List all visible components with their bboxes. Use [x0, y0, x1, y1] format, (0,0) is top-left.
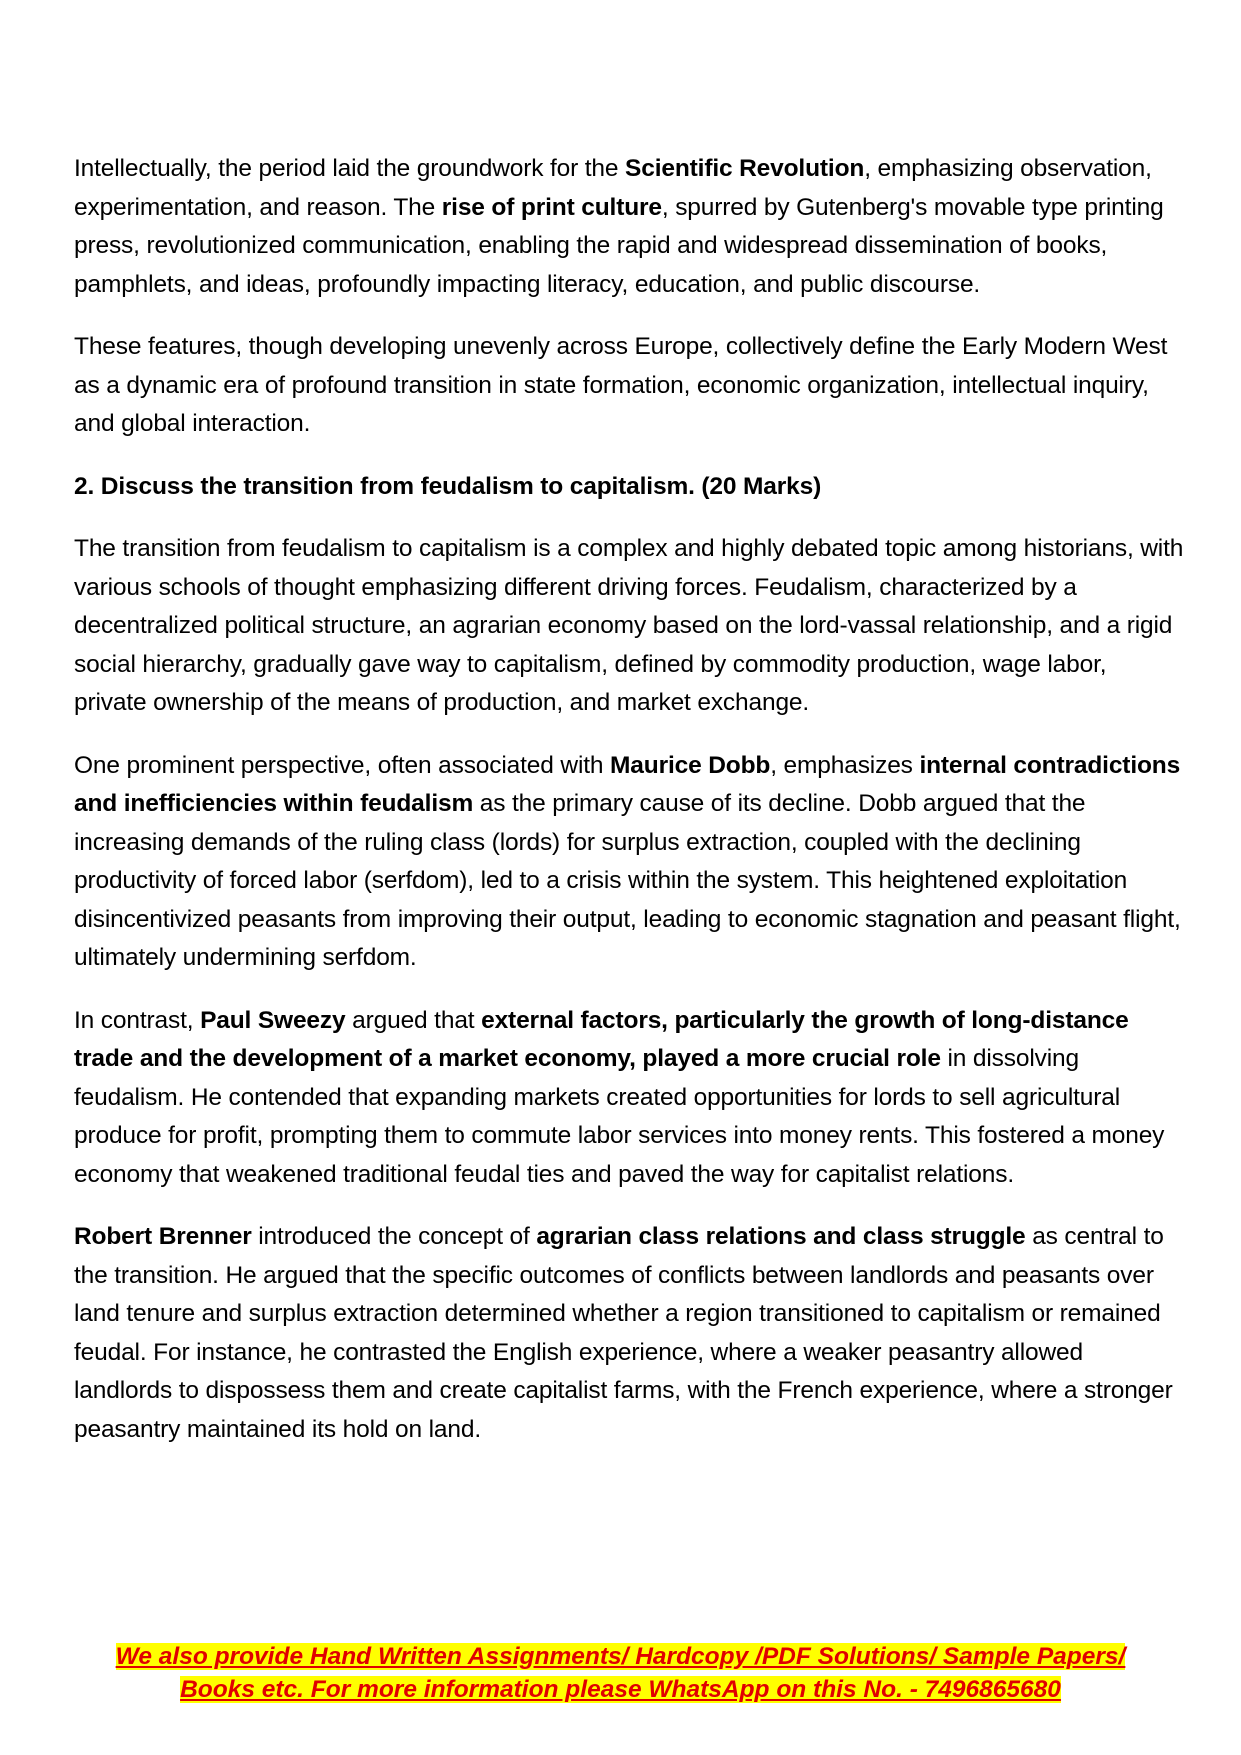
text-run: in dissolving feudalism. He contended that expanding markets created opportunities for lords to sell agricultural produce for profit, prompting them to commute labor services into money rents. This fostered a money economy that weakened traditional feudal ties and paved the way for capitalist relations. [74, 1045, 1165, 1188]
text-run: Intellectually, the period laid the groundwork for the [74, 155, 626, 182]
paragraph-maurice-dobb [74, 747, 1184, 978]
text-run: introduced the concept of [251, 1223, 537, 1250]
bold-term: internal contradictions and inefficiencies within feudalism [74, 751, 1181, 817]
bold-term: Scientific Revolution [625, 155, 865, 182]
question-heading: 2. Discuss the transition from feudalism to capitalism. (20 Marks) [74, 472, 822, 500]
text-run: as central to the transition. He argued that the specific outcomes of conflicts between landlords and peasants over land tenure and surplus extraction determined whether a region transitioned to capitalism or remained feudal. For instance, he contrasted the English experience, where a weaker peasantry allowed landlords to dispossess them and create capitalist farms, with the French experience, where a stronger peasantry maintained its hold on land. [74, 1223, 1173, 1443]
text-run: argued that [345, 1006, 482, 1034]
document-body [74, 150, 1184, 1473]
promo-footer [40, 1640, 1201, 1706]
bold-term: Paul Sweezy [200, 1006, 346, 1034]
text-run: as the primary cause of its decline. Dobb argued that the increasing demands of the ruling class (lords) for surplus extraction, coupled with the declining productivity of forced labor (serfdom), led to a crisis within the system. This heightened exploitation disincentivized peasants from improving their output, leading to economic stagnation and peasant flight, ultimately undermining serfdom. [74, 790, 1181, 971]
bold-term: agrarian class relations and class struggle [536, 1223, 1026, 1250]
bold-term: Robert Brenner [74, 1223, 252, 1250]
promo-line-2: Books etc. For more information please WhatsApp on this No. - 7496865680 [180, 1676, 1061, 1703]
promo-line-1: We also provide Hand Written Assignments/ Hardcopy /PDF Solutions/ Sample Papers/ [115, 1643, 1126, 1670]
bold-term: Maurice Dobb [610, 751, 771, 779]
text-run: , emphasizing observation, experimentation, and reason. The [74, 155, 1152, 221]
paragraph-features-summary: These features, though developing unevenly across Europe, collectively define the Early Modern West as a dynamic era of profound transition in state formation, economic organization, intellectual inquiry, and global interaction. [74, 333, 1168, 437]
text-run: , emphasizes [770, 751, 920, 779]
paragraph-transition-intro: The transition from feudalism to capitalism is a complex and highly debated topic among historians, with various schools of thought emphasizing different driving forces. Feudalism, characterized by a decentralized political structure, an agrarian economy based on the lord-vassal relationship, and a rigid social hierarchy, gradually gave way to capitalism, defined by commodity production, wage labor, private ownership of the means of production, and market exchange. [74, 535, 1184, 716]
paragraph-paul-sweezy [74, 1002, 1184, 1195]
bold-term: rise of print culture [441, 193, 662, 221]
text-run: One prominent perspective, often associated with [74, 751, 611, 779]
paragraph-robert-brenner [74, 1218, 1184, 1449]
text-run: , spurred by Gutenberg's movable type printing press, revolutionized communication, enabling the rapid and widespread dissemination of books, pamphlets, and ideas, profoundly impacting literacy, education, and public discourse. [74, 193, 1164, 298]
paragraph-scientific-revolution [74, 150, 1184, 304]
text-run: In contrast, [74, 1006, 201, 1034]
bold-term: external factors, particularly the growth of long-distance trade and the development of a market economy, played a more crucial role [74, 1006, 1129, 1072]
